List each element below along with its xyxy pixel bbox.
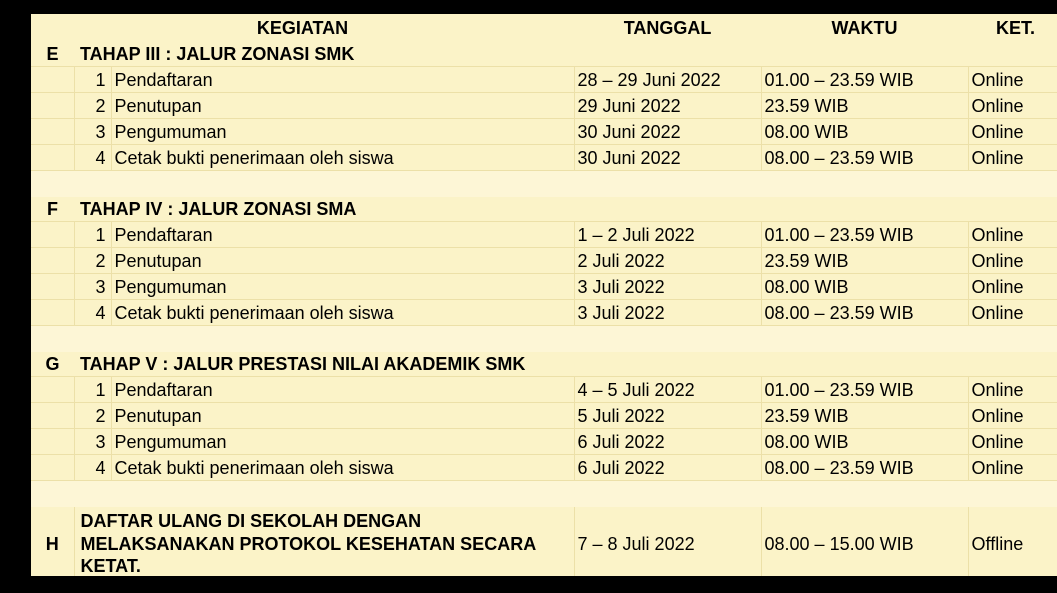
table-row xyxy=(31,455,1057,481)
schedule-sheet xyxy=(31,14,1057,576)
table-row xyxy=(31,67,1057,93)
header-kegiatan: KEGIATAN xyxy=(31,14,574,42)
item-number: 2 xyxy=(74,93,111,119)
schedule-table xyxy=(31,14,1057,576)
table-row xyxy=(31,403,1057,429)
item-time: 08.00 WIB xyxy=(761,429,968,455)
final-date: 7 – 8 Juli 2022 xyxy=(574,507,761,576)
item-ket: Online xyxy=(968,93,1057,119)
item-activity: Pendaftaran xyxy=(111,222,574,248)
item-date: 4 – 5 Juli 2022 xyxy=(574,377,761,403)
item-time: 01.00 – 23.59 WIB xyxy=(761,377,968,403)
table-body xyxy=(31,42,1057,576)
section-row xyxy=(31,352,1057,377)
item-number: 4 xyxy=(74,145,111,171)
header-waktu: WAKTU xyxy=(761,14,968,42)
item-date: 3 Juli 2022 xyxy=(574,300,761,326)
item-number: 2 xyxy=(74,403,111,429)
spacer-row xyxy=(31,326,1057,353)
item-number: 3 xyxy=(74,429,111,455)
table-row xyxy=(31,119,1057,145)
item-activity: Cetak bukti penerimaan oleh siswa xyxy=(111,145,574,171)
final-row xyxy=(31,507,1057,576)
item-date: 30 Juni 2022 xyxy=(574,119,761,145)
item-activity: Pendaftaran xyxy=(111,377,574,403)
section-letter: G xyxy=(31,352,74,377)
table-row xyxy=(31,93,1057,119)
item-time: 08.00 – 23.59 WIB xyxy=(761,145,968,171)
item-ket: Online xyxy=(968,145,1057,171)
item-number: 1 xyxy=(74,222,111,248)
item-activity: Penutupan xyxy=(111,403,574,429)
table-row xyxy=(31,145,1057,171)
item-number: 2 xyxy=(74,248,111,274)
item-time: 08.00 WIB xyxy=(761,274,968,300)
item-activity: Pengumuman xyxy=(111,119,574,145)
spacer-row xyxy=(31,481,1057,508)
item-time: 23.59 WIB xyxy=(761,248,968,274)
item-ket: Online xyxy=(968,300,1057,326)
item-time: 01.00 – 23.59 WIB xyxy=(761,67,968,93)
item-ket: Online xyxy=(968,429,1057,455)
section-letter: H xyxy=(31,507,74,576)
item-number: 1 xyxy=(74,377,111,403)
item-date: 30 Juni 2022 xyxy=(574,145,761,171)
table-header-row xyxy=(31,14,1057,42)
item-activity: Penutupan xyxy=(111,93,574,119)
table-row xyxy=(31,222,1057,248)
item-time: 08.00 – 23.59 WIB xyxy=(761,300,968,326)
item-time: 23.59 WIB xyxy=(761,403,968,429)
item-ket: Online xyxy=(968,455,1057,481)
section-title: TAHAP III : JALUR ZONASI SMK xyxy=(74,42,1057,67)
item-number: 4 xyxy=(74,455,111,481)
final-ket: Offline xyxy=(968,507,1057,576)
item-date: 5 Juli 2022 xyxy=(574,403,761,429)
section-title: TAHAP V : JALUR PRESTASI NILAI AKADEMIK SMK xyxy=(74,352,1057,377)
item-date: 1 – 2 Juli 2022 xyxy=(574,222,761,248)
item-ket: Online xyxy=(968,119,1057,145)
item-date: 28 – 29 Juni 2022 xyxy=(574,67,761,93)
table-row xyxy=(31,377,1057,403)
section-title: TAHAP IV : JALUR ZONASI SMA xyxy=(74,197,1057,222)
item-date: 3 Juli 2022 xyxy=(574,274,761,300)
item-time: 08.00 – 23.59 WIB xyxy=(761,455,968,481)
item-time: 08.00 WIB xyxy=(761,119,968,145)
item-date: 6 Juli 2022 xyxy=(574,455,761,481)
item-ket: Online xyxy=(968,377,1057,403)
table-row xyxy=(31,300,1057,326)
section-row xyxy=(31,42,1057,67)
final-title: DAFTAR ULANG DI SEKOLAH DENGAN MELAKSANAKAN PROTOKOL KESEHATAN SECARA KETAT. xyxy=(74,507,574,576)
spacer-row xyxy=(31,171,1057,198)
item-date: 6 Juli 2022 xyxy=(574,429,761,455)
section-letter: E xyxy=(31,42,74,67)
item-ket: Online xyxy=(968,67,1057,93)
item-number: 1 xyxy=(74,67,111,93)
item-activity: Cetak bukti penerimaan oleh siswa xyxy=(111,300,574,326)
table-row xyxy=(31,248,1057,274)
section-letter: F xyxy=(31,197,74,222)
item-activity: Cetak bukti penerimaan oleh siswa xyxy=(111,455,574,481)
item-time: 01.00 – 23.59 WIB xyxy=(761,222,968,248)
final-time: 08.00 – 15.00 WIB xyxy=(761,507,968,576)
item-ket: Online xyxy=(968,274,1057,300)
item-ket: Online xyxy=(968,222,1057,248)
item-number: 3 xyxy=(74,119,111,145)
section-row xyxy=(31,197,1057,222)
item-date: 2 Juli 2022 xyxy=(574,248,761,274)
item-time: 23.59 WIB xyxy=(761,93,968,119)
item-activity: Pengumuman xyxy=(111,429,574,455)
item-activity: Penutupan xyxy=(111,248,574,274)
header-tanggal: TANGGAL xyxy=(574,14,761,42)
item-ket: Online xyxy=(968,248,1057,274)
item-ket: Online xyxy=(968,403,1057,429)
item-activity: Pendaftaran xyxy=(111,67,574,93)
item-activity: Pengumuman xyxy=(111,274,574,300)
table-row xyxy=(31,429,1057,455)
table-row xyxy=(31,274,1057,300)
header-ket: KET. xyxy=(968,14,1057,42)
item-number: 3 xyxy=(74,274,111,300)
item-date: 29 Juni 2022 xyxy=(574,93,761,119)
item-number: 4 xyxy=(74,300,111,326)
